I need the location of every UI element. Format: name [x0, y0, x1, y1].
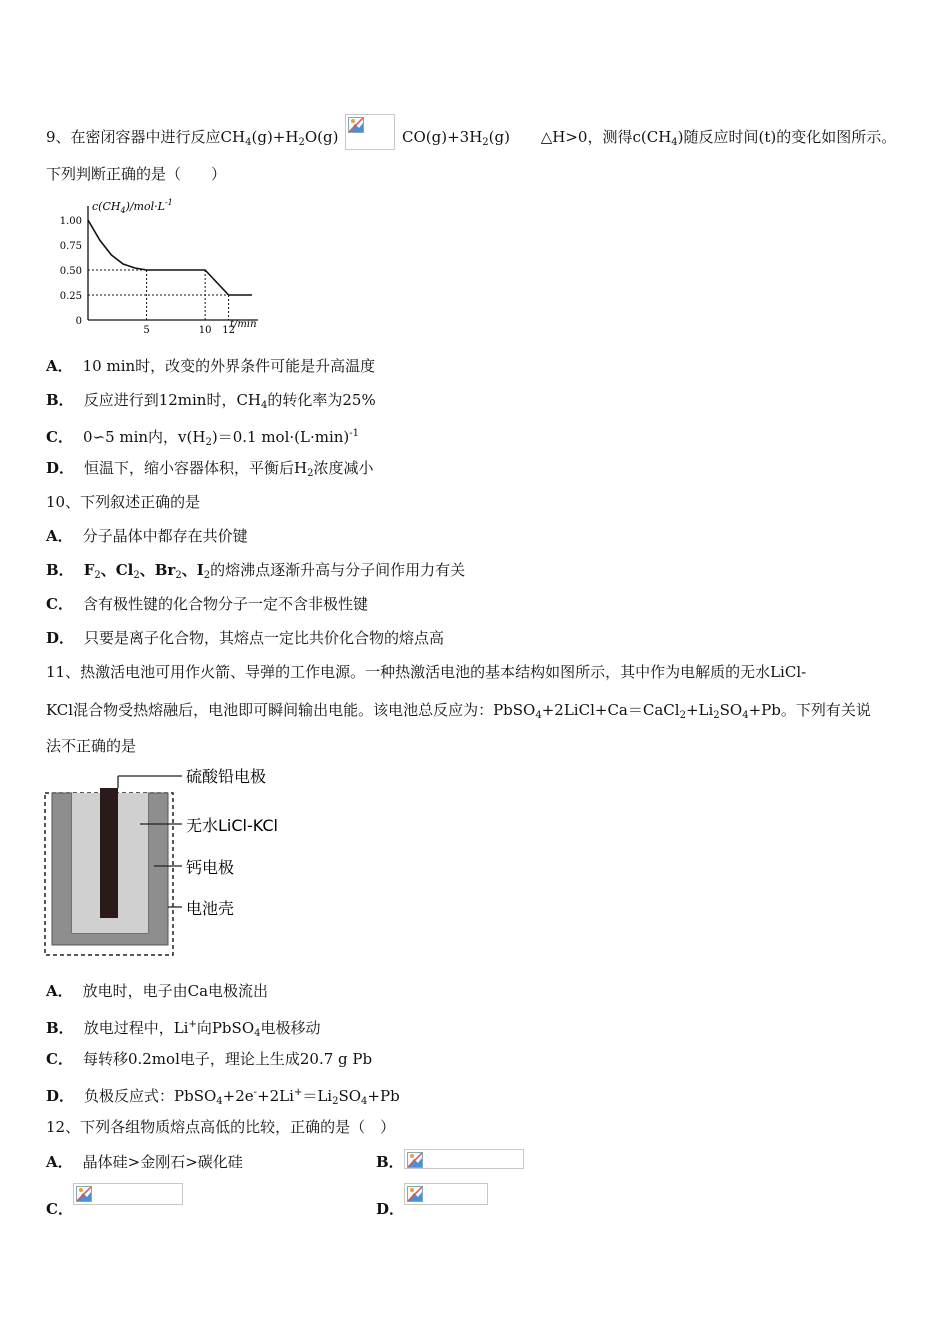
battery-diagram — [44, 762, 314, 958]
chart-y-tick-label: 0.25 — [59, 291, 82, 302]
q11-option-d: D． 负极反应式：$PbSO_4+2e^-+2Li^+=Li_2SO_4+Pb$ — [46, 1087, 400, 1107]
chart-y-tick-label: 0 — [75, 316, 82, 327]
q11-stem-line1: 11、热激活电池可用作火箭、导弹的工作电源。一种热激活电池的基本结构如图所示，其中作为电解质的无水LiCl- — [46, 663, 807, 681]
q12-option-d: D． — [376, 1200, 405, 1218]
chart-y-tick-label: 0.50 — [59, 266, 82, 277]
q12-option-d-broken-image-icon — [404, 1183, 488, 1205]
q11-option-a: A． 放电时，电子由Ca电极流出 — [46, 982, 269, 1000]
label-calcium-electrode: 钙电极 — [186, 858, 235, 877]
q9-chart — [56, 196, 266, 334]
q11-stem-line2: KCl混合物受热熔融后，电池即可瞬间输出电能。该电池总反应为：$PbSO_4+2LiCl+Ca=CaCl_2+Li_2SO_4+Pb$。下列有关说 — [46, 701, 871, 721]
chart-series-line — [88, 220, 252, 295]
q10-option-d: D． 只要是离子化合物，其熔点一定比共价化合物的熔点高 — [46, 629, 445, 647]
lead-sulfate-electrode — [100, 788, 118, 918]
label-lead-sulfate-electrode: 硫酸铅电极 — [186, 767, 267, 786]
q12-option-a: A． 晶体硅>金刚石>碳化硅 — [46, 1153, 243, 1171]
q9-option-c: C． 0∽5 min内，$v(H_2)=0.1$ $mol\cdot(L\cdot\min)^{-1}$ — [46, 428, 360, 448]
q11-stem-line3: 法不正确的是 — [46, 737, 137, 755]
chart-y-tick-label: 1.00 — [59, 216, 82, 227]
q12-option-b-broken-image-icon — [404, 1149, 524, 1169]
q10-option-c: C． 含有极性键的化合物分子一定不含非极性键 — [46, 595, 368, 613]
q9-option-a: A． 10 min时，改变的外界条件可能是升高温度 — [46, 357, 376, 375]
chart-ylabel: $c(CH_4)/mol\cdot L^{-1}$ — [92, 198, 173, 215]
chart-x-tick-label: 12 — [222, 325, 235, 334]
label-electrolyte: 无水LiCl-KCl — [186, 816, 278, 835]
q9-prompt: 下列判断正确的是（ ） — [46, 165, 227, 183]
q9-option-b: B． 反应进行到12min时，$CH_4$的转化率为25% — [46, 391, 376, 411]
q11-option-b: B． 放电过程中，Li+向PbSO$_4$电极移动 — [46, 1019, 321, 1039]
q12-stem: 12、下列各组物质熔点高低的比较，正确的是（ ） — [46, 1118, 396, 1136]
q10-option-b: B． $F_2$、$Cl_2$、$Br_2$、$I_2$的熔沸点逐渐升高与分子间作用力有关 — [46, 561, 466, 581]
q12-option-c: C． — [46, 1200, 73, 1218]
broken-image-icon — [345, 114, 395, 150]
q12-option-c-broken-image-icon — [73, 1183, 183, 1205]
q10-stem: 10、下列叙述正确的是 — [46, 493, 201, 511]
chart-xlabel: t/min — [230, 319, 257, 330]
chart-x-tick-label: 10 — [198, 325, 212, 334]
q9-option-d: D． 恒温下，缩小容器体积，平衡后$H_2$浓度减小 — [46, 459, 374, 479]
chart-y-tick-label: 0.75 — [59, 241, 82, 252]
q9-stem: 9、在密闭容器中进行反应$CH_4(g)+H_2O(g)$ $CO(g)+3H_2(g)$ △H>0，测得$c(CH_4)$随反应时间(t)的变化如图所示。 — [46, 114, 896, 153]
q12-option-b: B． — [376, 1153, 404, 1171]
q11-option-c: C． 每转移0.2mol电子，理论上生成20.7 g Pb — [46, 1050, 373, 1068]
label-battery-shell: 电池壳 — [186, 899, 235, 918]
q10-option-a: A． 分子晶体中都存在共价键 — [46, 527, 248, 545]
chart-x-tick-label: 5 — [143, 325, 150, 334]
